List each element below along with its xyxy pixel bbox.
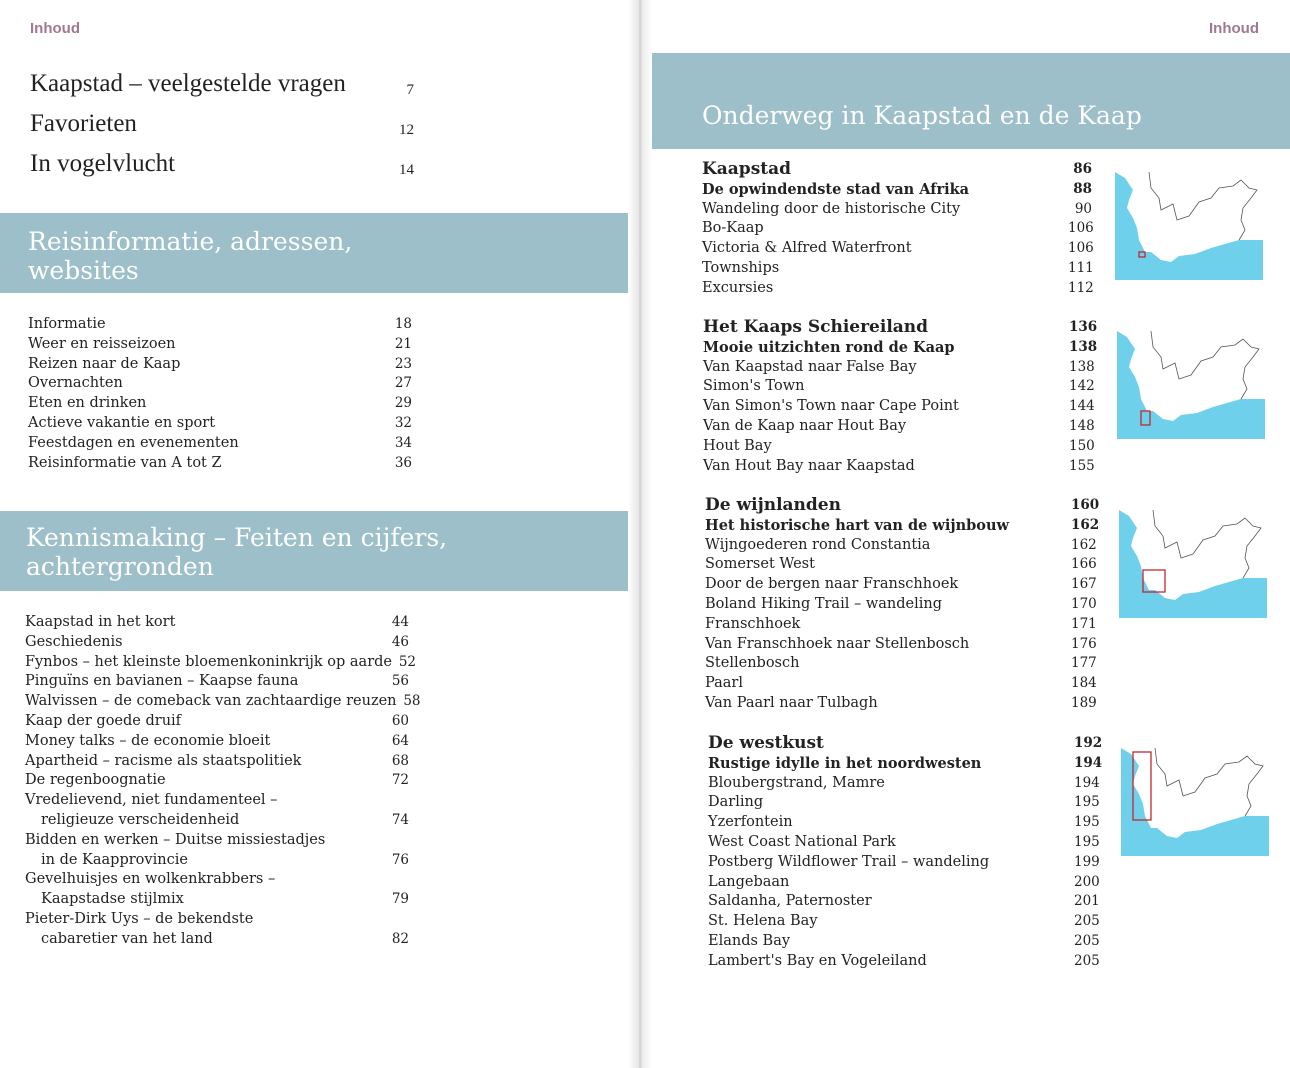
entry-title: Wandeling door de historische City (702, 200, 961, 217)
toc-entry[interactable] (705, 635, 1095, 655)
entry-title: Mooie uitzichten rond de Kaap (703, 338, 955, 356)
entry-page-number: 155 (1069, 457, 1095, 474)
section-heading-reisinformatie (0, 213, 640, 293)
toc-entry[interactable] (25, 653, 416, 673)
entry-page-number: 189 (1071, 694, 1097, 711)
toc-entry[interactable] (705, 595, 1095, 615)
entry-title: Van de Kaap naar Hout Bay (703, 417, 907, 434)
entry-page-number: 144 (1069, 398, 1095, 415)
entry-title: Wijngoederen rond Constantia (705, 536, 931, 553)
entry-page-number: 201 (1074, 893, 1100, 910)
toc-entry[interactable] (708, 754, 1103, 774)
entry-page-number: 27 (394, 375, 412, 392)
toc-entry[interactable] (25, 791, 409, 811)
toc-entry[interactable] (25, 712, 409, 732)
entry-page-number: 106 (1068, 220, 1094, 237)
section-heading-onderweg (640, 53, 1290, 149)
entry-page-number: 177 (1071, 655, 1097, 672)
toc-entry[interactable] (25, 930, 409, 950)
entry-page-number: 112 (1068, 279, 1094, 296)
entry-page-number: 18 (394, 316, 412, 332)
toc-entry[interactable] (708, 952, 1098, 972)
toc-entry[interactable] (708, 813, 1098, 833)
entry-page-number: 162 (1071, 516, 1100, 533)
toc-entry[interactable] (708, 873, 1098, 893)
entry-title: Postberg Wildflower Trail – wandeling (708, 853, 990, 870)
entry-title: Reizen naar de Kaap (28, 355, 181, 372)
entry-title: Kaap der goede druif (25, 712, 182, 729)
toc-entry[interactable] (28, 394, 412, 414)
toc-entry[interactable] (705, 674, 1095, 694)
toc-entry[interactable] (703, 457, 1093, 477)
toc-entry[interactable] (702, 259, 1092, 279)
toc-entry[interactable] (28, 355, 412, 375)
entry-title: Money talks – de economie bloeit (25, 732, 271, 749)
entry-page-number: 52 (398, 653, 416, 670)
entry-title: religieuze verscheidenheid (41, 811, 240, 828)
entry-title: Feestdagen en evenementen (28, 434, 239, 451)
entry-title: Geschiedenis (25, 633, 123, 650)
entry-title: Kaapstad in het kort (25, 614, 176, 630)
entry-page-number: 74 (391, 811, 409, 828)
entry-page-number: 194 (1074, 754, 1103, 771)
entry-page-number: 176 (1071, 635, 1097, 652)
section-heading-kennismaking (0, 511, 640, 591)
entry-title: Yzerfontein (708, 814, 793, 831)
entry-page-number: 21 (394, 335, 412, 352)
entry-page-number: 29 (394, 395, 412, 412)
province-border (1153, 510, 1261, 578)
toc-entry[interactable] (702, 239, 1092, 259)
entry-title: Informatie (28, 316, 106, 332)
entry-page-number: 79 (391, 891, 409, 908)
toc-entry[interactable] (708, 793, 1098, 813)
entry-page-number: 64 (391, 732, 409, 749)
toc-section (708, 733, 1103, 972)
entry-page-number: 46 (391, 633, 409, 650)
entry-page-number: 194 (1074, 774, 1100, 791)
entry-page-number: 200 (1074, 873, 1100, 890)
heading-line: Kennismaking – Feiten en cijfers, (26, 523, 448, 552)
toc-entry[interactable] (25, 910, 409, 930)
entry-page-number: 184 (1071, 675, 1097, 692)
toc-entry[interactable] (703, 377, 1093, 397)
toc-entry[interactable] (28, 335, 412, 355)
entry-page-number: 90 (1074, 200, 1092, 217)
entry-title: Langebaan (708, 873, 790, 890)
entry-page-number: 195 (1074, 794, 1100, 811)
entry-title: Townships (702, 259, 780, 276)
entry-page-number: 44 (391, 614, 409, 630)
toc-entry[interactable] (705, 555, 1095, 575)
toc-entry[interactable] (702, 219, 1092, 239)
toc-section (703, 317, 1098, 476)
entry-page-number: 111 (1068, 259, 1094, 276)
entry-page-number: 32 (394, 414, 412, 431)
toc-entry[interactable] (25, 732, 409, 752)
entry-title: De westkust (708, 733, 824, 753)
toc-entry[interactable] (708, 932, 1098, 952)
toc-entry[interactable] (702, 180, 1092, 200)
entry-page-number (385, 791, 409, 811)
toc-entry[interactable] (25, 633, 409, 653)
left-page (0, 0, 640, 1068)
toc-entry[interactable] (705, 495, 1100, 516)
province-border (1155, 748, 1263, 816)
entry-title: De wijnlanden (705, 495, 841, 515)
entry-title: Simon's Town (703, 378, 805, 395)
toc-entry[interactable] (705, 516, 1100, 536)
entry-title: Hout Bay (703, 437, 772, 454)
toc-entry[interactable] (708, 853, 1098, 873)
toc-entry[interactable] (25, 771, 409, 791)
entry-title: Van Kaapstad naar False Bay (703, 358, 917, 375)
toc-entry[interactable] (703, 397, 1093, 417)
entry-page-number: 205 (1074, 932, 1100, 949)
toc-entry[interactable] (25, 851, 409, 871)
entry-title: Weer en reisseizoen (28, 335, 176, 352)
entry-title: St. Helena Bay (708, 913, 818, 930)
running-head: Inhoud (1209, 20, 1259, 37)
toc-entry[interactable] (708, 833, 1098, 853)
running-head: Inhoud (30, 20, 80, 37)
entry-title: Darling (708, 794, 764, 811)
entry-page-number: 148 (1069, 417, 1095, 434)
entry-title: Bo-Kaap (702, 220, 764, 237)
toc-section (702, 160, 1092, 299)
toc-entry[interactable] (702, 160, 1092, 180)
entry-title: Eten en drinken (28, 395, 147, 412)
entry-title: De regenboognatie (25, 772, 166, 789)
entry-title: in de Kaapprovincie (41, 851, 188, 868)
entry-title: In vogelvlucht (30, 150, 176, 177)
heading-line: achtergronden (26, 552, 214, 581)
toc-entry[interactable] (30, 144, 414, 184)
heading-line: websites (28, 256, 139, 285)
entry-page-number: 56 (391, 673, 409, 690)
entry-page-number: 76 (391, 851, 409, 868)
entry-title: cabaretier van het land (41, 930, 213, 947)
entry-title: Kaapstad (702, 159, 792, 179)
entry-title: Excursies (702, 279, 774, 296)
entry-title: Pieter-Dirk Uys – de bekendste (25, 910, 254, 927)
toc-entry[interactable] (703, 358, 1093, 378)
entry-title: Bidden en werken – Duitse missiestadjes (25, 831, 326, 848)
entry-page-number: 82 (391, 930, 409, 947)
heading-line: Onderweg in Kaapstad en de Kaap (702, 101, 1142, 130)
toc-entry[interactable] (705, 615, 1095, 635)
entry-page-number: 138 (1069, 358, 1095, 375)
locator-map-icon (1115, 168, 1263, 280)
toc-entry[interactable] (25, 672, 409, 692)
sea-area (1119, 510, 1267, 618)
toc-entry[interactable] (708, 733, 1103, 754)
entry-title: Van Franschhoek naar Stellenbosch (705, 635, 970, 652)
locator-map-icon (1119, 506, 1267, 618)
toc-entry[interactable] (30, 104, 414, 144)
entry-page-number: 7 (406, 82, 414, 98)
entry-page-number: 138 (1069, 338, 1098, 355)
toc-entry[interactable] (705, 654, 1095, 674)
entry-title: Stellenbosch (705, 655, 800, 672)
toc-entry[interactable] (708, 774, 1098, 794)
entry-title: Lambert's Bay en Vogeleiland (708, 952, 927, 969)
toc-entry[interactable] (705, 694, 1095, 714)
entry-page-number: 205 (1074, 952, 1100, 969)
entry-title: Van Paarl naar Tulbagh (705, 694, 878, 711)
toc-entry[interactable] (25, 890, 409, 910)
toc-entry[interactable] (708, 912, 1098, 932)
entry-title: Favorieten (30, 110, 137, 137)
toc-entry[interactable] (703, 338, 1098, 358)
entry-title: Saldanha, Paternoster (708, 893, 872, 910)
entry-title: Overnachten (28, 375, 123, 392)
entry-page-number: 36 (394, 454, 412, 471)
entry-title: West Coast National Park (708, 833, 896, 850)
entry-page-number: 160 (1071, 497, 1100, 513)
entry-page-number: 195 (1074, 833, 1100, 850)
toc-entry[interactable] (25, 752, 409, 772)
entry-page-number: 88 (1073, 180, 1092, 197)
locator-map-icon (1121, 744, 1269, 856)
entry-title: Walvissen – de comeback van zachtaardige reuzen (25, 693, 397, 710)
book-gutter (628, 0, 652, 1068)
entry-title: Gevelhuisjes en wolkenkrabbers – (25, 871, 276, 888)
toc-entry[interactable] (25, 811, 409, 831)
toc-entry[interactable] (705, 575, 1095, 595)
province-border (1149, 172, 1257, 240)
entry-title: Het Kaaps Schiereiland (703, 317, 929, 337)
toc-entry[interactable] (702, 200, 1092, 220)
entry-title: Van Simon's Town naar Cape Point (703, 398, 959, 415)
toc-list-kennismaking (25, 613, 421, 950)
toc-entry[interactable] (708, 892, 1098, 912)
province-border (1151, 331, 1259, 399)
entry-page-number: 195 (1074, 814, 1100, 831)
entry-title: Paarl (705, 675, 743, 692)
entry-title: Apartheid – racisme als staatspolitiek (25, 752, 302, 769)
entry-page-number: 23 (394, 355, 412, 372)
toc-entry[interactable] (28, 315, 412, 335)
toc-entry[interactable] (28, 454, 412, 474)
entry-page-number: 171 (1071, 615, 1097, 632)
toc-entry[interactable] (28, 434, 412, 454)
entry-page-number: 12 (399, 122, 414, 138)
entry-title: Victoria & Alfred Waterfront (702, 240, 912, 257)
entry-title: Bloubergstrand, Mamre (708, 774, 885, 791)
toc-entry[interactable] (25, 870, 409, 890)
entry-title: Pinguïns en bavianen – Kaapse fauna (25, 673, 299, 690)
entry-page-number: 86 (1073, 161, 1092, 177)
entry-page-number: 150 (1069, 437, 1095, 454)
entry-page-number: 166 (1071, 556, 1097, 573)
toc-entry[interactable] (25, 692, 421, 712)
entry-title: Elands Bay (708, 932, 791, 949)
entry-page-number: 162 (1071, 536, 1097, 553)
entry-page-number: 170 (1071, 595, 1097, 612)
toc-list-reisinformatie (28, 315, 412, 473)
entry-page-number: 205 (1074, 913, 1100, 930)
entry-title: De opwindendste stad van Afrika (702, 180, 970, 198)
entry-page-number: 142 (1069, 378, 1095, 395)
toc-entry[interactable] (702, 279, 1092, 299)
entry-page-number: 192 (1074, 735, 1103, 751)
sea-area (1117, 331, 1265, 439)
entry-page-number: 199 (1074, 853, 1100, 870)
entry-title: Boland Hiking Trail – wandeling (705, 595, 942, 612)
toc-entry[interactable] (25, 613, 409, 633)
entry-page-number (385, 910, 409, 930)
entry-page-number: 72 (391, 772, 409, 789)
toc-entry[interactable] (703, 437, 1093, 457)
entry-title: Door de bergen naar Franschhoek (705, 576, 959, 593)
toc-entry[interactable] (25, 831, 409, 851)
entry-title: Van Hout Bay naar Kaapstad (703, 457, 915, 474)
entry-title: Fynbos – het kleinste bloemenkoninkrijk op aarde (25, 653, 392, 670)
entry-title: Het historische hart van de wijnbouw (705, 516, 1009, 534)
sea-area (1115, 172, 1263, 280)
toc-entry[interactable] (30, 64, 414, 104)
entry-page-number: 68 (391, 752, 409, 769)
entry-page-number (385, 831, 409, 851)
toc-entry[interactable] (28, 374, 412, 394)
entry-page-number: 106 (1068, 240, 1094, 257)
toc-section (705, 495, 1100, 714)
entry-page-number: 136 (1069, 319, 1098, 335)
toc-entry[interactable] (703, 417, 1093, 437)
intro-list (30, 64, 414, 184)
entry-title: Vredelievend, niet fundamenteel – (25, 792, 278, 809)
right-page (640, 0, 1290, 1068)
sea-area (1121, 748, 1269, 856)
entry-page-number: 167 (1071, 576, 1097, 593)
entry-title: Reisinformatie van A tot Z (28, 454, 222, 471)
entry-page-number: 34 (394, 434, 412, 451)
toc-entry[interactable] (28, 414, 412, 434)
entry-title: Rustige idylle in het noordwesten (708, 754, 982, 772)
entry-page-number: 60 (391, 712, 409, 729)
entry-title: Somerset West (705, 556, 815, 573)
entry-page-number (385, 870, 409, 890)
entry-page-number: 14 (399, 162, 414, 178)
toc-entry[interactable] (703, 317, 1098, 338)
entry-title: Kaapstadse stijlmix (41, 891, 184, 908)
entry-title: Actieve vakantie en sport (28, 414, 216, 431)
entry-title: Kaapstad – veelgestelde vragen (30, 70, 346, 97)
entry-title: Franschhoek (705, 615, 801, 632)
toc-entry[interactable] (705, 536, 1095, 556)
heading-line: Reisinformatie, adressen, (28, 227, 353, 256)
entry-page-number: 58 (403, 693, 421, 710)
locator-map-icon (1117, 327, 1265, 439)
